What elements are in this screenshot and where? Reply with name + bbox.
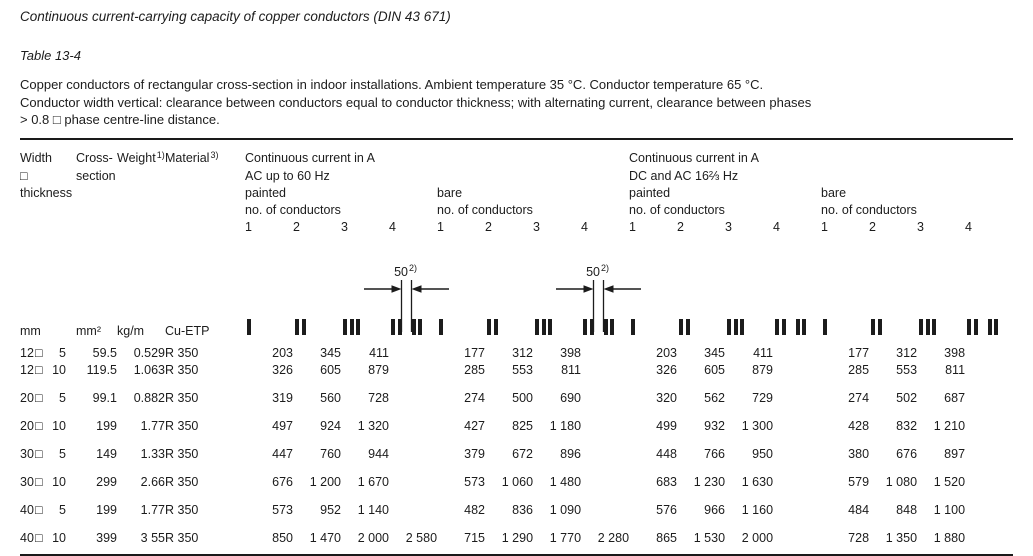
conductor-bar [823, 319, 827, 335]
current-value-cell: 560 [320, 390, 341, 405]
current-value-cell: 553 [896, 362, 918, 377]
unit-weight: kg/m [117, 323, 145, 338]
current-value-cell [965, 474, 1013, 491]
current-value-cell: 576 [656, 502, 678, 517]
current-value-cell: 447 [272, 446, 293, 461]
current-value-cell: 715 [464, 530, 486, 545]
conductor-bar [932, 319, 936, 335]
current-value-cell: 950 [752, 446, 774, 461]
current-value-cell: 203 [272, 345, 293, 360]
size-separator: □ [35, 530, 43, 545]
current-value-cell: 1 200 [309, 474, 341, 489]
footnote-marker: 2) [409, 263, 418, 273]
current-value-cell: 274 [464, 390, 486, 405]
table-row [20, 379, 1013, 418]
current-value-cell: 1 520 [933, 474, 966, 489]
size-separator: □ [35, 390, 43, 405]
table-row [20, 491, 1013, 530]
conductor-bar [782, 319, 786, 335]
conductor-bar [919, 319, 923, 335]
table-label: Table 13-4 [20, 48, 81, 63]
current-value-cell: 398 [560, 345, 582, 360]
cell-cross-section: 99.1 [92, 390, 117, 405]
conductor-bar [994, 319, 998, 335]
current-value-cell: 1 230 [693, 474, 726, 489]
conductor-bar [727, 319, 731, 335]
current-value-cell: 502 [896, 390, 918, 405]
size-thickness: 5 [59, 390, 66, 405]
conductor-symbol-cell [869, 236, 917, 345]
current-value-cell: 411 [369, 345, 389, 360]
cell-material: R 350 [165, 362, 199, 377]
current-value-cell: 1 630 [741, 474, 774, 489]
current-value-cell: 428 [848, 418, 870, 433]
size-cell [20, 362, 76, 379]
current-value-cell: 573 [464, 474, 486, 489]
conductor-count: 1 [821, 219, 828, 234]
size-width: 12 [20, 345, 34, 360]
table-row [20, 435, 1013, 474]
cell-material: R 350 [165, 530, 199, 545]
current-value-cell: 1 470 [309, 530, 341, 545]
conductor-bar [740, 319, 744, 335]
size-separator: □ [35, 474, 43, 489]
current-value-cell: 1 180 [549, 418, 582, 433]
conductor-count: 1 [629, 219, 636, 234]
table-header [20, 139, 1013, 345]
current-value-cell [389, 435, 437, 474]
cell-material: R 350 [165, 502, 199, 517]
header-dc-frequency: DC and AC 16⅔ Hz [629, 168, 739, 183]
current-value-cell: 345 [320, 345, 341, 360]
size-width: 12 [20, 362, 34, 377]
size-thickness: 10 [52, 418, 66, 433]
current-value-cell: 499 [656, 418, 678, 433]
size-cell [20, 491, 76, 530]
current-value-cell: 379 [464, 446, 486, 461]
cell-material: R 350 [165, 345, 199, 360]
unit-width: mm [20, 323, 41, 338]
size-thickness: 5 [59, 502, 66, 517]
footnote-marker: 2) [601, 263, 610, 273]
size-thickness: 5 [59, 446, 66, 461]
size-width: 30 [20, 446, 34, 461]
conductor-symbol-cell [725, 236, 773, 345]
current-value-cell: 924 [320, 418, 341, 433]
current-value-cell [965, 379, 1013, 418]
size-thickness: 5 [59, 345, 66, 360]
description-line: Copper conductors of rectangular cross-section in indoor installations. Ambient temperature 35 °C. Conductor temperature 65 °C. [20, 77, 764, 92]
current-value-cell: 177 [464, 345, 486, 360]
conductor-count: 4 [389, 219, 396, 234]
conductor-bar [974, 319, 978, 335]
current-value-cell: 1 210 [933, 418, 966, 433]
current-value-cell [389, 491, 437, 530]
footnote-marker: 1) [156, 149, 165, 160]
conductor-bar [775, 319, 779, 335]
clearance-value: 50 [394, 265, 408, 279]
conductor-symbol-cell [245, 236, 293, 345]
conductor-count: 4 [581, 219, 588, 234]
cell-cross-section: 199 [96, 502, 117, 517]
page-title: Continuous current-carrying capacity of copper conductors (DIN 43 671) [20, 9, 451, 24]
current-value-cell [389, 379, 437, 418]
current-value-cell: 2 000 [357, 530, 389, 545]
table-description [20, 76, 1013, 129]
description-line: Conductor width vertical: clearance between conductors equal to conductor thickness; with alternating current, clearance between phases [20, 94, 812, 110]
current-value-cell [965, 435, 1013, 474]
current-value-cell: 966 [704, 502, 726, 517]
header-no-of-conductors: no. of conductors [245, 202, 341, 217]
clearance-value: 50 [586, 265, 600, 279]
conductor-symbol-cell [677, 236, 725, 345]
current-value-cell: 1 160 [741, 502, 774, 517]
header-dc-current-title: Continuous current in A [629, 150, 759, 165]
size-width: 20 [20, 390, 34, 405]
current-value-cell: 274 [848, 390, 870, 405]
size-width: 30 [20, 474, 34, 489]
current-value-cell: 1 060 [501, 474, 534, 489]
conductor-count: 1 [437, 219, 444, 234]
current-value-cell: 573 [272, 502, 293, 517]
conductor-count: 4 [773, 219, 780, 234]
current-value-cell [773, 379, 821, 418]
unit-material: Cu-ETP [165, 323, 210, 338]
cell-cross-section: 59.5 [92, 345, 117, 360]
current-value-cell: 497 [272, 418, 293, 433]
size-cell [20, 474, 76, 491]
conductor-count: 2 [293, 219, 300, 234]
cell-weight: 0.529 [133, 345, 165, 360]
size-thickness: 10 [52, 362, 66, 377]
footnote-marker: 3) [210, 149, 219, 160]
conductor-bar [302, 319, 306, 335]
current-value-cell: 865 [656, 530, 678, 545]
current-value-cell: 879 [368, 362, 389, 377]
conductor-bar [295, 319, 299, 335]
conductor-count-row [20, 219, 1013, 236]
table-row [20, 530, 1013, 555]
header-weight: Weight$^{1)}$ [117, 149, 165, 165]
table-row [20, 345, 1013, 362]
description-line: > 0.8 □ phase centre-line distance. [20, 112, 220, 127]
current-value-cell: 683 [656, 474, 678, 489]
conductor-bars-icon [725, 319, 744, 335]
current-value-cell: 1 080 [885, 474, 918, 489]
cell-weight: 3 55 [140, 530, 165, 545]
conductor-count: 2 [677, 219, 684, 234]
conductor-bars-icon [965, 319, 998, 335]
current-value-cell [773, 435, 821, 474]
header-width: Width [20, 150, 52, 165]
header-cross-section-line2: section [76, 168, 116, 183]
cell-weight: 0.882 [133, 390, 165, 405]
clearance-dimension-annotation [358, 256, 452, 332]
cell-weight: 1.33 [140, 446, 165, 461]
current-value-cell: 728 [368, 390, 389, 405]
conductor-bar [686, 319, 690, 335]
size-separator: □ [35, 446, 43, 461]
conductor-bars-icon [245, 319, 251, 335]
current-value-cell: 676 [896, 446, 918, 461]
current-value-cell: 1 670 [357, 474, 389, 489]
current-value-cell: 326 [656, 362, 678, 377]
current-value-cell: 312 [512, 345, 534, 360]
conductor-count: 3 [917, 219, 924, 234]
conductor-bars-icon [917, 319, 936, 335]
conductor-count: 4 [965, 219, 972, 234]
current-value-cell: 832 [896, 418, 918, 433]
current-value-cell [581, 379, 629, 418]
conductor-symbol-cell [821, 236, 869, 345]
current-value-cell: 605 [704, 362, 726, 377]
current-value-cell [389, 474, 437, 491]
conductor-symbol-cell [293, 236, 341, 345]
size-separator: □ [35, 502, 43, 517]
current-value-cell [581, 418, 629, 435]
header-thickness: thickness [20, 185, 73, 200]
current-value-cell: 825 [512, 418, 534, 433]
conductor-bars-icon [773, 319, 806, 335]
current-value-cell: 836 [512, 502, 534, 517]
current-value-cell: 1 100 [933, 502, 966, 517]
current-value-cell: 411 [753, 345, 774, 360]
conductor-bar [247, 319, 251, 335]
current-value-cell: 879 [752, 362, 774, 377]
conductor-bars-icon [293, 319, 306, 335]
conductor-count: 1 [245, 219, 252, 234]
current-value-cell [773, 474, 821, 491]
conductor-symbol-cell [917, 236, 965, 345]
size-cell [20, 435, 76, 474]
current-value-cell: 562 [704, 390, 726, 405]
current-value-cell: 728 [848, 530, 870, 545]
current-value-cell: 932 [704, 418, 726, 433]
conductor-bar [350, 319, 354, 335]
cell-material: R 350 [165, 446, 199, 461]
size-width: 40 [20, 502, 34, 517]
unit-cross-section: mm² [76, 323, 101, 338]
cell-material: R 350 [165, 418, 199, 433]
conductor-bar [679, 319, 683, 335]
clearance-dimension-annotation [550, 256, 644, 332]
current-value-cell: 285 [848, 362, 870, 377]
conductor-symbol-cell [773, 236, 821, 345]
current-value-cell: 1 300 [741, 418, 774, 433]
current-value-cell: 312 [896, 345, 918, 360]
cell-material: R 350 [165, 390, 199, 405]
current-value-cell [773, 345, 821, 362]
cell-weight: 2.66 [140, 474, 165, 489]
conductor-count: 3 [341, 219, 348, 234]
current-value-cell: 380 [848, 446, 870, 461]
current-value-cell [965, 530, 1013, 555]
current-value-cell: 482 [464, 502, 486, 517]
header-material: Material$^{3)}$ [165, 149, 219, 165]
current-value-cell: 398 [944, 345, 966, 360]
current-value-cell [581, 362, 629, 379]
size-separator: □ [35, 345, 43, 360]
conductor-count: 3 [533, 219, 540, 234]
current-value-cell: 811 [945, 362, 966, 377]
current-value-cell: 690 [560, 390, 582, 405]
header-no-of-conductors: no. of conductors [821, 202, 917, 217]
current-value-cell [581, 491, 629, 530]
conductor-bars-icon [677, 319, 690, 335]
current-value-cell: 345 [704, 345, 726, 360]
conductor-symbol-cell [965, 236, 1013, 345]
conductor-bar [535, 319, 539, 335]
header-ac-frequency: AC up to 60 Hz [245, 168, 330, 183]
conductor-bar [487, 319, 491, 335]
header-dc-painted: painted [629, 185, 671, 200]
cell-weight: 1.77 [140, 418, 165, 433]
current-value-cell: 811 [561, 362, 582, 377]
current-value-cell: 944 [368, 446, 389, 461]
table-row [20, 418, 1013, 435]
current-value-cell [965, 491, 1013, 530]
current-value-cell: 2 280 [597, 530, 630, 545]
current-value-cell: 729 [752, 390, 774, 405]
current-value-cell: 952 [320, 502, 341, 517]
current-value-cell [773, 418, 821, 435]
current-value-cell [581, 435, 629, 474]
conductor-count: 2 [869, 219, 876, 234]
current-value-cell: 2 580 [405, 530, 438, 545]
conductor-bar [796, 319, 800, 335]
cell-cross-section: 399 [96, 530, 117, 545]
current-value-cell: 285 [464, 362, 486, 377]
conductor-count: 2 [485, 219, 492, 234]
conductor-bars-icon [485, 319, 498, 335]
size-width: 40 [20, 530, 34, 545]
current-value-cell: 448 [656, 446, 678, 461]
current-value-cell [773, 362, 821, 379]
current-value-cell: 896 [560, 446, 582, 461]
size-separator: □ [35, 418, 43, 433]
current-value-cell: 1 290 [501, 530, 534, 545]
conductor-bar [878, 319, 882, 335]
current-value-cell [773, 530, 821, 555]
cell-cross-section: 199 [96, 418, 117, 433]
current-value-cell: 326 [272, 362, 293, 377]
header-no-of-conductors: no. of conductors [629, 202, 725, 217]
current-value-cell [581, 345, 629, 362]
current-value-cell [965, 345, 1013, 362]
conductor-count: 3 [725, 219, 732, 234]
conductor-bar [802, 319, 806, 335]
current-value-cell: 676 [272, 474, 293, 489]
header-ac-bare: bare [437, 185, 463, 200]
table-row [20, 362, 1013, 379]
conductor-bar [871, 319, 875, 335]
current-value-cell [389, 418, 437, 435]
size-cell [20, 379, 76, 418]
header-no-of-conductors: no. of conductors [437, 202, 533, 217]
current-value-cell [965, 362, 1013, 379]
table-row [20, 474, 1013, 491]
size-separator: □ [35, 362, 43, 377]
header-cross-section: Cross- [76, 150, 113, 165]
current-value-cell: 766 [704, 446, 726, 461]
size-cell [20, 530, 76, 555]
conductor-bar [734, 319, 738, 335]
current-value-cell: 484 [848, 502, 870, 517]
current-value-cell [773, 491, 821, 530]
size-thickness: 10 [52, 474, 66, 489]
current-capacity-table [20, 138, 1013, 556]
conductor-bar [988, 319, 992, 335]
current-value-cell: 1 350 [885, 530, 918, 545]
current-value-cell: 1 320 [357, 418, 389, 433]
cell-weight: 1.063 [133, 362, 165, 377]
cell-cross-section: 119.5 [86, 362, 117, 377]
current-value-cell: 553 [512, 362, 534, 377]
header-ac-painted: painted [245, 185, 287, 200]
header-width-separator: □ [20, 168, 28, 183]
size-cell [20, 418, 76, 435]
cell-cross-section: 299 [96, 474, 117, 489]
current-value-cell: 1 770 [549, 530, 582, 545]
current-value-cell: 427 [464, 418, 486, 433]
current-value-cell: 760 [320, 446, 341, 461]
cell-cross-section: 149 [96, 446, 117, 461]
conductor-bar [343, 319, 347, 335]
current-value-cell [965, 418, 1013, 435]
current-value-cell: 579 [848, 474, 870, 489]
header-dc-bare: bare [821, 185, 847, 200]
current-value-cell: 672 [512, 446, 534, 461]
current-value-cell: 319 [272, 390, 293, 405]
current-value-cell: 2 000 [741, 530, 774, 545]
current-value-cell: 177 [848, 345, 870, 360]
current-value-cell: 203 [656, 345, 678, 360]
conductor-bars-icon [869, 319, 882, 335]
current-value-cell: 848 [896, 502, 918, 517]
size-cell [20, 345, 76, 362]
current-value-cell: 605 [320, 362, 341, 377]
current-value-cell [581, 474, 629, 491]
conductor-bar [967, 319, 971, 335]
current-value-cell [389, 345, 437, 362]
current-value-cell: 850 [272, 530, 293, 545]
conductor-bar [494, 319, 498, 335]
conductor-bars-icon [821, 319, 827, 335]
size-thickness: 10 [52, 530, 66, 545]
current-value-cell: 1 880 [933, 530, 966, 545]
conductor-bar [926, 319, 930, 335]
size-width: 20 [20, 418, 34, 433]
conductor-bar [542, 319, 546, 335]
current-value-cell [389, 362, 437, 379]
conductor-symbol-cell [485, 236, 533, 345]
current-value-cell: 500 [512, 390, 534, 405]
current-value-cell: 1 530 [693, 530, 726, 545]
current-value-cell: 897 [944, 446, 966, 461]
current-value-cell: 1 140 [357, 502, 389, 517]
current-value-cell: 1 090 [549, 502, 582, 517]
current-value-cell: 320 [656, 390, 678, 405]
current-value-cell: 687 [944, 390, 966, 405]
units-row [20, 236, 1013, 345]
table-body [20, 345, 1013, 555]
header-ac-current-title: Continuous current in A [245, 150, 375, 165]
current-value-cell: 1 480 [549, 474, 582, 489]
cell-weight: 1.77 [140, 502, 165, 517]
cell-material: R 350 [165, 474, 199, 489]
